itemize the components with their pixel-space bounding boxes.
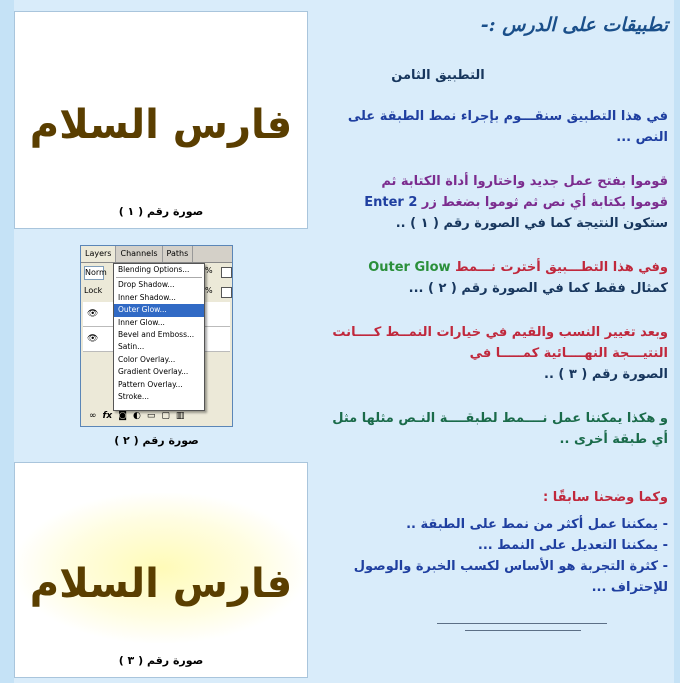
eye-icon[interactable]: 👁 bbox=[87, 334, 99, 344]
mask-icon[interactable]: ◙ bbox=[118, 411, 127, 421]
menu-item-bevel-emboss[interactable]: Bevel and Emboss... bbox=[118, 329, 195, 339]
left-decorative-strip bbox=[0, 0, 14, 683]
page-heading: تطبيقات على الدرس :- bbox=[480, 14, 668, 36]
lesson-subheading: التطبيق الثامن bbox=[391, 68, 485, 83]
menu-item-outer-glow[interactable]: Outer Glow... bbox=[114, 304, 204, 316]
menu-item-gradient-overlay[interactable]: Gradient Overlay... bbox=[118, 367, 189, 377]
outer-glow-style-name: Outer Glow bbox=[368, 260, 451, 275]
paragraph-conclusion: و هكذا يمكننا عمل نــــمط لطبقــــة النـص مثلها مثل أي طبقة أخرى .. bbox=[332, 411, 668, 447]
list-item: - يمكننا التعديل على النمط ... bbox=[477, 538, 668, 553]
paragraph-intro: في هذا التطبيق سنقـــوم بإجراء نمط الطبقة على النص ... bbox=[347, 109, 668, 145]
paragraph-result-line-1: وبعد تغيير النسب والقيم في خيارات النمــط كــــانت النتيـــجة النهــــائية كمـــــا في bbox=[332, 325, 668, 361]
figure-3-text: فارس السلام bbox=[29, 561, 293, 607]
recap-title: وكما وضحنا سابقًا : bbox=[543, 490, 668, 505]
figure-1 bbox=[14, 11, 308, 229]
folder-icon[interactable]: ▭ bbox=[146, 411, 156, 421]
paragraph-steps-line-2 bbox=[318, 192, 668, 213]
tab-channels[interactable]: Channels bbox=[116, 246, 162, 262]
menu-item-blending-options[interactable]: Blending Options... bbox=[118, 265, 190, 274]
tab-layers[interactable]: Layers bbox=[81, 246, 116, 262]
paragraph-outer-glow-line-1 bbox=[318, 257, 668, 278]
layers-panel-tabs bbox=[81, 246, 232, 263]
layer-style-menu bbox=[113, 263, 205, 411]
paragraph-outer-glow bbox=[318, 257, 668, 299]
menu-separator bbox=[116, 277, 202, 278]
paragraph-result bbox=[318, 322, 668, 385]
menu-item-color-overlay[interactable]: Color Overlay... bbox=[118, 354, 176, 364]
opacity-arrow-icon[interactable] bbox=[221, 267, 232, 278]
link-icon[interactable]: ∞ bbox=[89, 411, 97, 421]
paragraph-result-line-2: الصورة رقم ( ٣ ) .. bbox=[544, 367, 668, 382]
eye-icon[interactable]: 👁 bbox=[87, 309, 99, 319]
figure-3 bbox=[14, 462, 308, 678]
figure-3-caption: صورة رقم ( ٣ ) bbox=[118, 654, 204, 667]
menu-item-inner-glow[interactable]: Inner Glow... bbox=[118, 317, 165, 327]
paragraph-steps bbox=[318, 171, 668, 234]
list-item: - كثرة التجربة هو الأساس لكسب الخبرة والوصول للإحتراف ... bbox=[353, 559, 668, 595]
fill-percent: % bbox=[205, 286, 213, 295]
divider-line bbox=[465, 630, 581, 631]
menu-item-stroke[interactable]: Stroke... bbox=[118, 391, 150, 401]
list-item: - يمكننا عمل أكثر من نمط على الطبقة .. bbox=[406, 517, 668, 532]
opacity-percent: % bbox=[205, 266, 213, 275]
figure-1-text: فارس السلام bbox=[29, 102, 293, 148]
fill-arrow-icon[interactable] bbox=[221, 287, 232, 298]
menu-item-satin[interactable]: Satin... bbox=[118, 342, 145, 352]
adjustment-icon[interactable]: ◐ bbox=[132, 411, 141, 421]
enter-key-label: Enter 2 bbox=[364, 195, 418, 210]
paragraph-steps-line-1: قوموا بفتح عمل جديد واختاروا أداة الكتابة ثم bbox=[381, 174, 668, 189]
steps-text: قوموا بكتابة أي نص ثم ثوموا بضغط زر bbox=[417, 195, 668, 210]
new-layer-icon[interactable]: ▢ bbox=[161, 411, 170, 421]
paragraph-outer-glow-line-2: كمثال فقط كما في الصورة رقم ( ٢ ) ... bbox=[408, 281, 668, 296]
divider-line bbox=[437, 623, 607, 624]
menu-item-drop-shadow[interactable]: Drop Shadow... bbox=[118, 280, 175, 290]
paragraph-steps-line-3: ستكون النتيجة كما في الصورة رقم ( ١ ) .. bbox=[395, 216, 668, 231]
blend-mode-select[interactable]: Norm bbox=[84, 266, 104, 280]
right-decorative-strip bbox=[674, 0, 680, 683]
figure-1-caption: صورة رقم ( ١ ) bbox=[118, 205, 204, 218]
figure-2-caption: صورة رقم ( ٢ ) bbox=[114, 434, 199, 447]
layers-panel bbox=[80, 245, 233, 427]
tab-paths[interactable]: Paths bbox=[163, 246, 194, 262]
recap-list bbox=[318, 514, 668, 598]
lock-label: Lock bbox=[84, 286, 103, 295]
trash-icon[interactable]: ▥ bbox=[175, 411, 185, 421]
menu-item-inner-shadow[interactable]: Inner Shadow... bbox=[118, 292, 176, 302]
menu-item-pattern-overlay[interactable]: Pattern Overlay... bbox=[118, 379, 183, 389]
outer-glow-text: وفي هذا التطـــبيق أخترت نـــمط bbox=[450, 260, 668, 275]
fx-icon[interactable]: fx bbox=[102, 411, 113, 421]
